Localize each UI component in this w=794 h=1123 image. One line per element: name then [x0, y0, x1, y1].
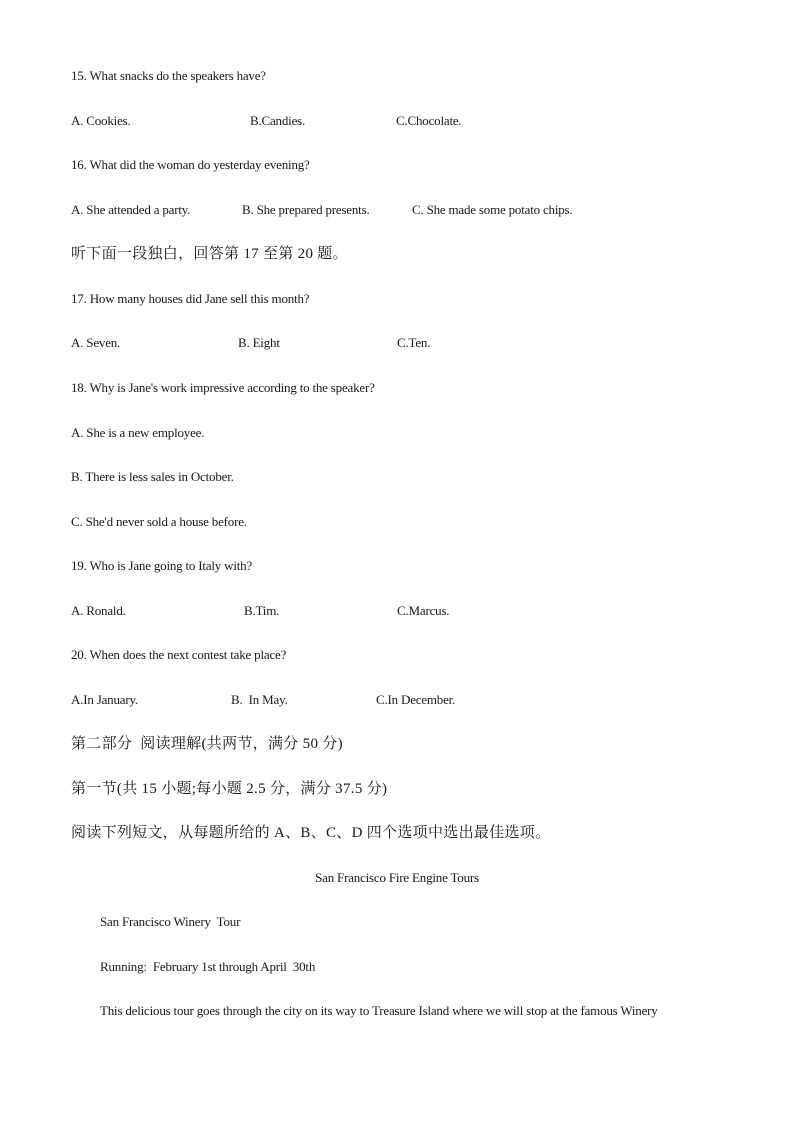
question-19-option-b: B.Tim.	[244, 603, 280, 618]
part2-instruction: 阅读下列短文，从每题所给的 A、B、C、D 四个选项中选出最佳选项。	[71, 825, 551, 841]
question-20-option-a: A.In January.	[71, 692, 138, 707]
question-15-option-b: B.Candies.	[250, 113, 306, 128]
question-20-option-b: B. In May.	[231, 692, 288, 707]
question-19-stem: 19. Who is Jane going to Italy with?	[71, 558, 253, 573]
part2-section1-heading: 第一节(共 15 小题;每小题 2.5 分，满分 37.5 分)	[71, 781, 388, 797]
question-17-option-c: C.Ten.	[397, 335, 431, 350]
question-15-stem: 15. What snacks do the speakers have?	[71, 68, 266, 83]
question-15-option-c: C.Chocolate.	[396, 113, 462, 128]
question-20-option-c: C.In December.	[376, 692, 456, 707]
part2-heading: 第二部分 阅读理解(共两节，满分 50 分)	[71, 736, 343, 752]
question-18-option-a: A. She is a new employee.	[71, 425, 205, 440]
question-18-stem: 18. Why is Jane's work impressive according to the speaker?	[71, 380, 375, 395]
listening-instruction: 听下面一段独白，回答第 17 至第 20 题。	[71, 246, 348, 262]
question-18-option-c: C. She'd never sold a house before.	[71, 514, 247, 529]
question-16-option-c: C. She made some potato chips.	[412, 202, 573, 217]
question-15-option-a: A. Cookies.	[71, 113, 131, 128]
question-16-stem: 16. What did the woman do yesterday evening?	[71, 157, 310, 172]
question-16-option-b: B. She prepared presents.	[242, 202, 370, 217]
passage-subtitle: San Francisco Winery Tour	[100, 914, 241, 929]
passage-running-dates: Running: February 1st through April 30th	[100, 959, 316, 974]
question-19-option-a: A. Ronald.	[71, 603, 126, 618]
question-16-option-a: A. She attended a party.	[71, 202, 191, 217]
question-17-option-a: A. Seven.	[71, 335, 121, 350]
question-18-option-b: B. There is less sales in October.	[71, 469, 234, 484]
passage-title: San Francisco Fire Engine Tours	[315, 870, 479, 885]
question-20-stem: 20. When does the next contest take place?	[71, 647, 287, 662]
passage-body: This delicious tour goes through the city on its way to Treasure Island where we will stop at the famous Winery	[100, 1003, 658, 1018]
question-17-option-b: B. Eight	[238, 335, 280, 350]
question-17-stem: 17. How many houses did Jane sell this month?	[71, 291, 310, 306]
question-19-option-c: C.Marcus.	[397, 603, 450, 618]
